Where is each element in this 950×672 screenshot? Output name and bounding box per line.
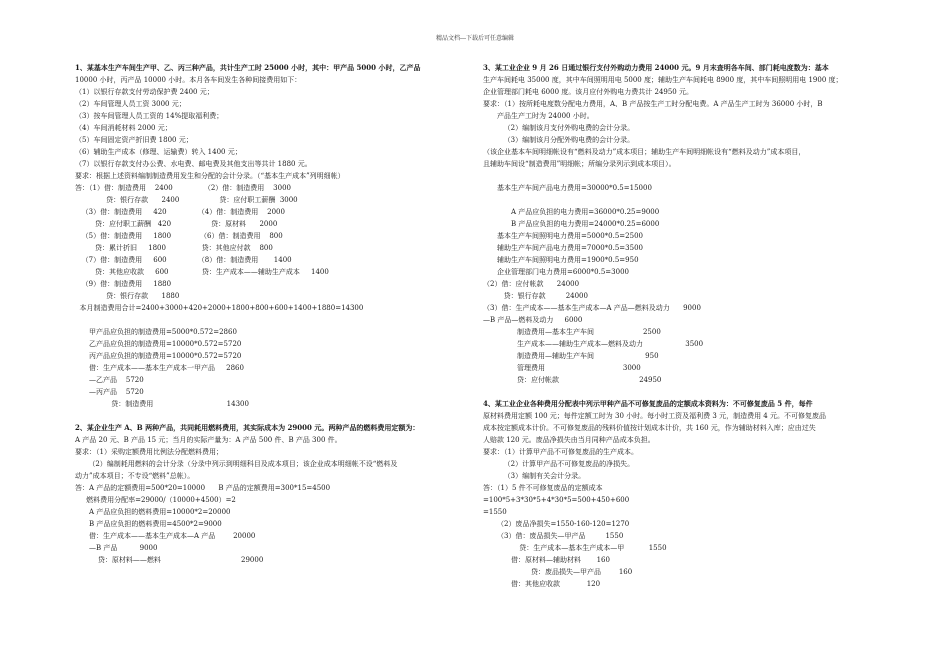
right-text-line: 生产车间耗电 35000 度，其中车间照明用电 5000 度；辅助生产车间耗电 8900 度，其中车间照明用电 1900 度； [483, 76, 843, 84]
left-text-line: A 产品应负担的燃料费用=10000*2=20000 [89, 508, 231, 516]
right-text-line: B 产品应负担的电力费用=24000*0.25=6000 [511, 220, 660, 228]
right-text-line: 且辅助车间设“制造费用”明细帐；所编分录列示到成本项目）。 [483, 160, 676, 168]
left-text-line: 甲产品应负担的制造费用=5000*0.572=2860 [89, 328, 237, 336]
left-text-line: （7）以银行存款支付办公费、水电费、邮电费及其他支出等共计 1880 元。 [75, 160, 312, 168]
left-text-line: （1）以银行存款支付劳动保护费 2400 元； [75, 88, 214, 96]
right-text-line: （3）借：生产成本——基本生产成本—A 产品—燃料及动力 9000 [483, 304, 701, 312]
left-text-line: 答：（1）借：制造费用 2400 （2）借：制造费用 3000 [75, 184, 291, 192]
left-text-line: 贷：累计折旧 1800 贷：其他应付款 800 [75, 244, 273, 252]
left-text-line: B 产品应负担的燃料费用=4500*2=9000 [89, 520, 222, 528]
right-text-line: （该企业基本车间明细帐设有“燃料及动力”成本项目；辅助生产车间明细帐设有“燃料及动力”成本项目， [483, 148, 806, 156]
left-text-line: —丙产品 5720 [89, 388, 144, 396]
right-text-line: 贷：银行存款 24000 [497, 292, 588, 300]
left-text-line: （4）车间消耗材料 2000 元； [75, 124, 172, 132]
right-text-line: （2）借：应付帐款 24000 [483, 280, 580, 288]
left-text-line: （2）车间管理人员工资 3000 元； [75, 100, 186, 108]
right-text-line: 3、某工业企业 9 月 26 日通过银行支付外购动力费用 24000 元。9 月末查明各车间、部门耗电度数为：基本 [483, 63, 829, 72]
right-text-line: 贷：生产成本—基本生产成本—甲 1550 [497, 544, 667, 552]
right-text-line: =1550 [483, 508, 507, 516]
right-text-line: =100*5+3*30*5+4*30*5=500+450+600 [483, 496, 630, 504]
right-text-line: 制造费用—基本生产车间 2500 [517, 328, 661, 336]
left-text-line: （5）借：制造费用 1800 （6）借：制造费用 800 [75, 232, 283, 240]
left-text-line: （2）编制耗用燃料的会计分录（分录中列示到明细科目及成本项目；该企业成本明细帐不设“燃料及 [75, 460, 398, 468]
right-text-line: （3）编制该月分配外购电费的会计分录。 [497, 136, 635, 144]
right-text-line: （2）计算甲产品不可修复废品的净损失。 [497, 460, 635, 468]
left-text-line: （3）借：制造费用 420 （4）借：制造费用 2000 [75, 208, 285, 216]
left-text-line: 燃料费用分配率=29000/（10000+4500）=2 [75, 496, 236, 504]
left-text-line: 贷：其他应收款 600 贷：生产成本——辅助生产成本 1400 [75, 268, 329, 276]
left-text-line: （9）借：制造费用 1880 [75, 280, 172, 288]
right-text-line: A 产品应负担的电力费用=36000*0.25=9000 [511, 208, 660, 216]
left-text-line: （5）车间固定资产折旧费 1800 元； [75, 136, 193, 144]
right-text-line: 4、某工业企业各种费用分配表中列示甲种产品不可修复废品的定额成本资料为：不可修复废品 5 件，每件 [483, 399, 813, 408]
right-text-line: 人赔款 120 元。废品净损失由当月同种产品成本负担。 [483, 436, 655, 444]
right-text-line: 辅助生产车间照明电力费用=1900*0.5=950 [497, 256, 639, 264]
left-column [75, 0, 495, 672]
right-text-line: 辅助生产车间产品电力费用=7000*0.5=3500 [497, 244, 643, 252]
right-text-line: 贷：应付帐款 24950 [517, 376, 662, 384]
right-text-line: 生产成本——辅助生产成本—燃料及动力 3500 [517, 340, 704, 348]
left-text-line: 贷：银行存款 2400 贷：应付职工薪酬 3000 [75, 196, 298, 204]
left-text-line: 贷：应付职工薪酬 420 贷：原材料 2000 [75, 220, 278, 228]
left-text-line: （6）辅助生产成本（修理、运输费）转入 1400 元； [75, 148, 242, 156]
right-text-line: 要求：（1）计算甲产品不可修复废品的生产成本。 [483, 448, 638, 456]
left-text-line: 答：A 产品的定额费用=500*20=10000 B 产品的定额费用=300*15=4500 [75, 484, 331, 492]
left-text-line: （3）按车间管理人员工资的 14%提取福利费； [75, 112, 224, 120]
right-text-line: 答：（1）5 件不可修复废品的定额成本 [483, 484, 603, 492]
right-text-line: 贷：废品损失—甲产品 160 [511, 568, 633, 576]
right-text-line: 要求：（1）按所耗电度数分配电力费用，A、B 产品按生产工时分配电费。A 产品生产工时为 36000 小时，B [483, 100, 823, 108]
left-text-line: 要求：根据上述资料编制制造费用发生和分配的会计分录。（“基本生产成本”列明细帐） [75, 172, 345, 180]
right-text-line: （2）编制该月支付外购电费的会计分录。 [497, 124, 635, 132]
left-text-line: —乙产品 5720 [89, 376, 144, 384]
right-text-line: 借：原材料—辅助材料 160 [511, 556, 610, 564]
left-text-line: 贷：原材料——燃料 29000 [89, 556, 264, 564]
right-text-line: —B 产品—燃料及动力 6000 [483, 316, 583, 324]
right-text-line: 基本生产车间照明电力费用=5000*0.5=2500 [497, 232, 643, 240]
right-text-line: （3）借：废品损失—甲产品 1550 [497, 532, 624, 540]
right-text-line: 借：其他应收款 120 [511, 580, 601, 588]
left-text-line: 1、某基本生产车间生产甲、乙、丙三种产品，共计生产工时 25000 小时，其中：甲产品 5000 小时，乙产品 [75, 63, 421, 72]
left-text-line: 要求：（1）采购定额费用比例法分配燃料费用； [75, 448, 223, 456]
left-text-line: —B 产品 9000 [89, 544, 158, 552]
left-text-line: A 产品 20 元、B 产品 15 元；当月的实际产量为：A 产品 500 件、B 产品 300 件。 [75, 436, 342, 444]
left-text-line: 贷：制造费用 14300 [89, 400, 249, 408]
right-text-line: 管理费用 3000 [517, 364, 641, 372]
left-text-line: （7）借：制造费用 600 （8）借：制造费用 1400 [75, 256, 292, 264]
right-column [483, 0, 903, 672]
page-header: 精品文档---下载后可任意编辑 [435, 35, 515, 42]
right-text-line: 基本生产车间产品电力费用=30000*0.5=15000 [497, 184, 652, 192]
left-text-line: 借：生产成本——基本生产成本一甲产品 2860 [89, 364, 244, 372]
left-text-line: 2、某企业生产 A、B 两种产品，共同耗用燃料费用，其实际成本为 29000 元。两种产品的燃料费用定额为： [75, 423, 420, 432]
right-text-line: 原材料费用定额 100 元；每件定额工时为 30 小时。每小时工资及福利费 3 元，制造费用 4 元。不可修复废品 [483, 412, 826, 420]
right-text-line: 制造费用—辅助生产车间 950 [517, 352, 659, 360]
left-text-line: 本月制造费用合计=2400+3000+420+2000+1800+800+600+1400+1880=14300 [75, 304, 364, 312]
right-text-line: （2）废品净损失=1550-160-120=1270 [497, 520, 630, 528]
left-text-line: 10000 小时，丙产品 10000 小时。本月各车间发生各种间接费用如下： [75, 76, 302, 84]
left-text-line: 丙产品应负担的制造费用=10000*0.572=5720 [89, 352, 242, 360]
right-text-line: （3）编制有关会计分录。 [497, 472, 586, 480]
left-text-line: 借：生产成本——基本生产成本—A 产品 20000 [89, 532, 256, 540]
left-text-line: 乙产品应负担的制造费用=10000*0.572=5720 [89, 340, 242, 348]
right-text-line: 企业管理部门电力费用=6000*0.5=3000 [497, 268, 629, 276]
left-text-line: 贷：银行存款 1880 [75, 292, 180, 300]
right-text-line: 企业管理部门耗电 6000 度。该月应付外购电力费共计 24950 元。 [483, 88, 693, 96]
right-text-line: 成本按定额成本计价。不可修复废品的残料价值按计划成本计价，共 160 元，作为辅助材料入库；应由过失 [483, 424, 816, 432]
right-text-line: 产品生产工时为 24000 小时。 [497, 112, 594, 120]
left-text-line: 动力”成本项目；不专设“燃料”总帐）。 [75, 472, 195, 480]
